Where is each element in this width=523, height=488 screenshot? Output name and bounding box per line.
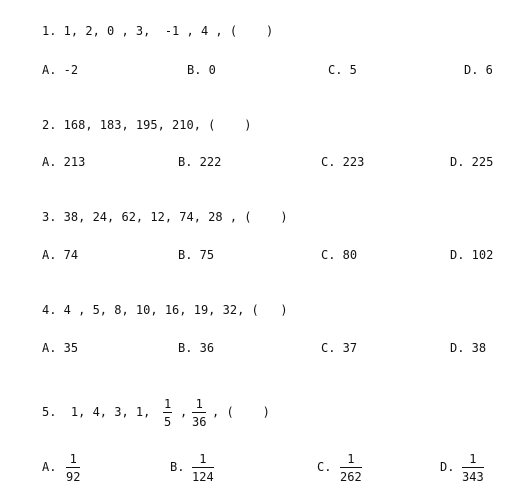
question-2-option-b: B. 222 <box>178 155 222 169</box>
question-4-option-b: B. 36 <box>178 341 215 355</box>
question-3-option-c: C. 80 <box>321 248 358 262</box>
fraction-denominator: 124 <box>192 470 214 484</box>
question-5-option-d-label: D. <box>440 460 455 474</box>
question-4-stem: 4. 4 , 5, 8, 10, 16, 19, 32, ( ) <box>42 303 288 317</box>
fraction-denominator: 36 <box>192 415 207 429</box>
question-5-stem-fraction-1 <box>163 397 172 429</box>
fraction-numerator: 1 <box>192 452 214 468</box>
question-2-option-a: A. 213 <box>42 155 86 169</box>
question-1-stem: 1. 1, 2, 0 , 3, -1 , 4 , ( ) <box>42 24 274 38</box>
question-3-option-b: B. 75 <box>178 248 215 262</box>
question-1-option-a: A. -2 <box>42 63 79 77</box>
question-2-option-c: C. 223 <box>321 155 365 169</box>
fraction-numerator: 1 <box>66 452 80 468</box>
fraction-denominator: 5 <box>164 415 172 429</box>
question-5-stem-separator: , <box>180 405 188 419</box>
question-5-option-a-label: A. <box>42 460 57 474</box>
question-4-option-d: D. 38 <box>450 341 487 355</box>
question-1-option-d: D. 6 <box>464 63 493 77</box>
question-4-option-c: C. 37 <box>321 341 358 355</box>
question-5-option-c-label: C. <box>317 460 332 474</box>
question-2-option-d: D. 225 <box>450 155 494 169</box>
question-3-stem: 3. 38, 24, 62, 12, 74, 28 , ( ) <box>42 210 288 224</box>
fraction-numerator: 1 <box>462 452 484 468</box>
fraction-denominator: 92 <box>66 470 81 484</box>
question-5-stem-fraction-2 <box>192 397 206 429</box>
fraction-denominator: 343 <box>462 470 484 484</box>
question-5-option-d-fraction <box>462 452 484 484</box>
question-3-option-d: D. 102 <box>450 248 494 262</box>
fraction-numerator: 1 <box>192 397 206 413</box>
question-5-option-a-fraction <box>66 452 80 484</box>
question-4-option-a: A. 35 <box>42 341 79 355</box>
question-1-option-c: C. 5 <box>328 63 357 77</box>
question-5-option-b-fraction <box>192 452 214 484</box>
fraction-denominator: 262 <box>340 470 362 484</box>
fraction-numerator: 1 <box>340 452 362 468</box>
question-5-option-c-fraction <box>340 452 362 484</box>
question-2-stem: 2. 168, 183, 195, 210, ( ) <box>42 118 252 132</box>
question-5-stem-prefix: 5. 1, 4, 3, 1, <box>42 405 151 419</box>
question-5-option-b-label: B. <box>170 460 185 474</box>
question-3-option-a: A. 74 <box>42 248 79 262</box>
fraction-numerator: 1 <box>164 397 172 411</box>
question-5-stem-suffix: , ( ) <box>212 405 270 419</box>
question-1-option-b: B. 0 <box>187 63 216 77</box>
